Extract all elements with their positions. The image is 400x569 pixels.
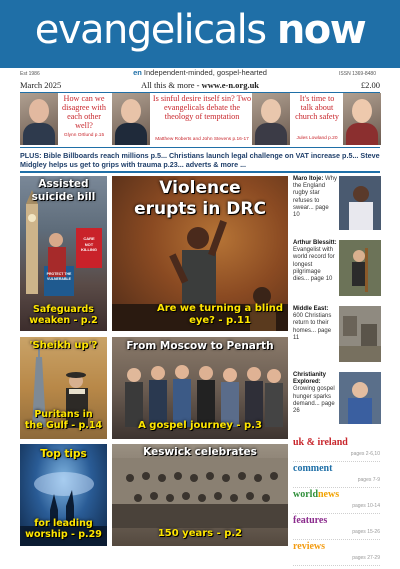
dateline: [20, 80, 380, 91]
sidebar-item-body: Growing gospel hunger sparks demand... page 26: [293, 386, 335, 415]
teaser-byline: Glynn Ortlund p.15: [63, 133, 105, 138]
sidebar-item-body: Evangelist with world record for longest pilgrimage dies... page 10: [293, 247, 335, 283]
section-pages: pages 7-9: [357, 477, 380, 483]
issue-date: March 2025: [20, 80, 62, 90]
story-kicker: 'Sheikh up'?: [29, 340, 98, 351]
story-kicker: Keswick celebrates: [143, 446, 257, 458]
plus-rule: [20, 171, 380, 173]
teaser-photo: [112, 93, 150, 145]
section-comment[interactable]: [293, 462, 380, 488]
masthead-title-light: evangelicals: [34, 7, 266, 53]
sidebar-item-title: Christianity Explored:: [293, 372, 327, 386]
issue-price: £2.00: [360, 80, 380, 90]
section-uk-ireland[interactable]: [293, 436, 380, 462]
dateline-center: [20, 80, 380, 90]
established-label: Est 1986: [20, 71, 40, 77]
sidebar-item-text: [293, 306, 337, 342]
issn-label: ISSN 1369-8480: [339, 71, 376, 77]
section-pages: pages 10-14: [352, 503, 380, 509]
story-footer: Are we turning a blind eye? - p.11: [156, 303, 284, 326]
sidebar-item-title: Maro Itoje:: [293, 176, 324, 182]
section-name: reviews: [293, 541, 326, 552]
sidebar-photo: [339, 240, 381, 296]
sidebar-item[interactable]: [293, 176, 383, 234]
story-top-tips[interactable]: [20, 444, 107, 546]
plus-line: PLUS: Bible Billboards reach millions p.5... Christians launch legal challenge on VAT increase p.5... Steve Midgley helps us get to grips with trauma p.23... adverts & more ...: [20, 151, 380, 169]
story-footer: 150 years - p.2: [157, 528, 243, 539]
story-keswick[interactable]: [112, 444, 288, 546]
story-footer: for leading worship - p.29: [25, 518, 102, 540]
teaser-byline: Jules Lowland p.20: [296, 136, 338, 141]
teaser-byline: Matthew Roberts and John Stevens p.16-17: [155, 137, 249, 142]
section-name: uk & ireland: [293, 437, 348, 448]
sidebar-item-title: Arthur Blessitt:: [293, 240, 337, 246]
sidebar-photo: [339, 372, 381, 424]
sign-not-killing: NOT KILLING: [81, 242, 97, 252]
story-kicker: Violence erupts in DRC: [134, 178, 266, 219]
sidebar-item-body: 600 Christians return to their homes... page 11: [293, 313, 332, 341]
teaser-headline: Is sinful desire itself sin? Two evangelicals debate the theology of temptation: [152, 94, 252, 121]
section-world-news[interactable]: [293, 488, 380, 514]
story-drc[interactable]: [112, 176, 288, 331]
sidebar-item-text: [293, 240, 337, 283]
story-kicker: Assisted suicide bill: [31, 178, 96, 203]
teaser-temptation[interactable]: [112, 93, 288, 145]
teaser-disagree[interactable]: [20, 93, 108, 145]
website-link[interactable]: www.e-n.org.uk: [201, 80, 260, 90]
teaser-headline: How can we disagree with each other well?: [62, 94, 106, 130]
sidebar-item-text: [293, 372, 337, 415]
section-pages: pages 2-6,10: [350, 451, 380, 457]
story-kicker: From Moscow to Penarth: [126, 340, 274, 352]
tagline: [0, 68, 400, 77]
masthead: [0, 0, 400, 68]
sidebar-item[interactable]: [293, 372, 383, 432]
masthead-title: [0, 4, 400, 56]
story-assisted-suicide[interactable]: [20, 176, 107, 331]
sidebar-item[interactable]: [293, 306, 383, 366]
sidebar-photo: [339, 306, 381, 362]
story-kicker: Top tips: [40, 448, 87, 460]
sidebar-item-body: Why the England rugby star refuses to swear... page 10: [293, 176, 338, 219]
section-features[interactable]: [293, 514, 380, 540]
sidebar-item-title: Middle East:: [293, 306, 329, 312]
teaser-photo: [343, 93, 381, 145]
story-footer: Puritans in the Gulf - p.14: [24, 409, 103, 431]
section-pages: pages 27-29: [352, 555, 380, 561]
sidebar-item-text: [293, 176, 337, 219]
story-moscow[interactable]: [112, 337, 288, 439]
teaser-photo: [20, 93, 58, 145]
section-pages: pages 15-26: [352, 529, 380, 535]
sign-protect: PROTECT THE VULNERABLE: [46, 272, 72, 281]
mid-rule: [20, 147, 380, 148]
section-index: [293, 436, 380, 566]
masthead-title-bold: now: [276, 7, 366, 53]
tagline-text: Independent-minded, gospel-hearted: [143, 68, 267, 77]
dateline-prefix: All this & more -: [140, 80, 202, 90]
tagline-prefix: en: [133, 68, 142, 77]
story-footer: A gospel journey - p.3: [138, 420, 262, 431]
section-name-world: world: [293, 489, 318, 500]
teaser-church-safety[interactable]: [293, 93, 383, 145]
teaser-headline: It's time to talk about church safety: [295, 94, 339, 121]
section-name: [293, 489, 339, 500]
sign-care: CARE: [83, 236, 95, 241]
section-reviews[interactable]: [293, 540, 380, 566]
sidebar-photo: [339, 176, 381, 230]
teaser-photo-2: [252, 93, 290, 145]
section-name: comment: [293, 463, 333, 474]
section-name: features: [293, 515, 328, 526]
story-footer: Safeguards weaken - p.2: [29, 304, 98, 326]
story-sheikh[interactable]: [20, 337, 107, 439]
section-name-news: news: [318, 489, 340, 500]
sidebar-item[interactable]: [293, 240, 383, 300]
